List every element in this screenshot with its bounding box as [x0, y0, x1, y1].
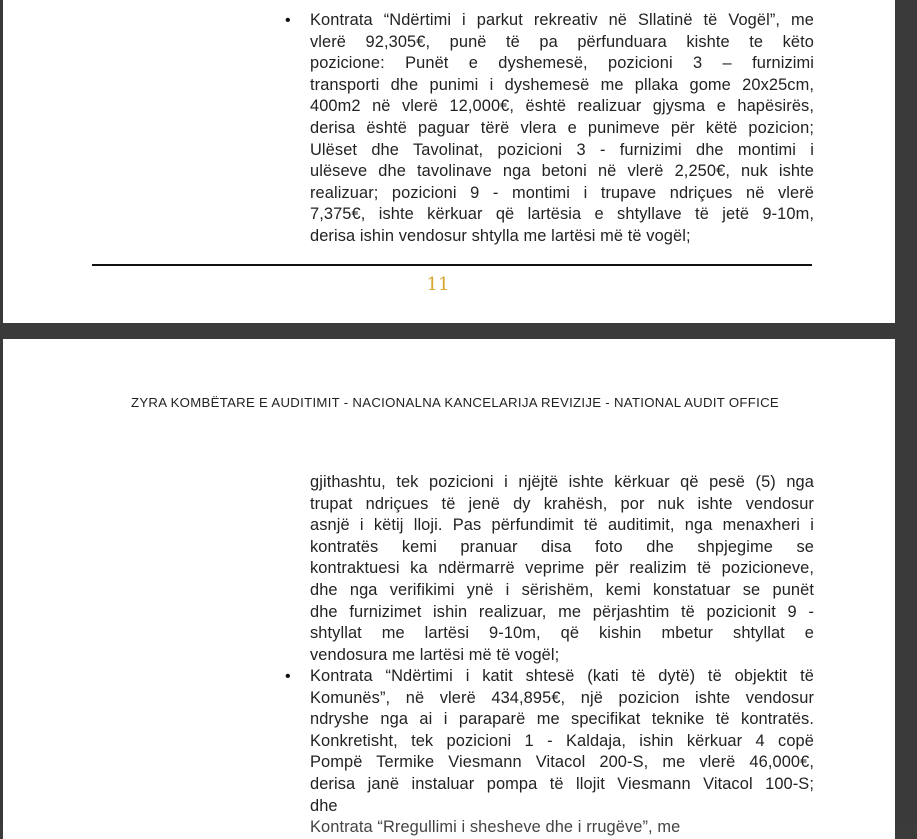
text-line: pozicione: Punët e dyshemesë, pozicioni 3 – furnizimi — [310, 54, 814, 73]
text-line: Ulëset dhe Tavolinat, pozicioni 3 - furnizimi dhe montimi i — [310, 140, 814, 159]
bullet-marker: • — [285, 12, 291, 29]
page-header: ZYRA KOMBËTARE E AUDITIMIT - NACIONALNA KANCELARIJA REVIZIJE - NATIONAL AUDIT OFFICE — [130, 395, 780, 410]
text-line: dhe — [310, 796, 338, 815]
text-line: Komunës”, në vlerë 434,895€, një pozicion ishte vendosur — [310, 688, 814, 707]
text-line: Kontrata “Ndërtimi i parkut rekreativ në Sllatinë të Vogël”, me — [310, 11, 814, 29]
text-line: dhe furnizimet ishin realizuar, me përjashtim të pozicionit 9 - — [310, 602, 814, 621]
text-line: vendosura me lartësi më të vogël; — [310, 645, 560, 664]
text-line: 7,375€, ishte kërkuar që lartësia e shtyllave të jetë 9-10m, — [310, 205, 814, 224]
text-line: vlerë 92,305€, punë të pa përfunduara kishte te këto — [310, 32, 814, 51]
text-line: Konkretisht, tek pozicioni 1 - Kaldaja, ishin kërkuar 4 copë — [310, 731, 814, 750]
text-line: asnjë i këtij lloji. Pas përfundimit të auditimit, nga menaxheri i — [310, 516, 814, 535]
bullet-paragraph-park-contract — [310, 10, 814, 248]
page-number: 11 — [426, 274, 450, 295]
text-line: ndryshe nga ai i paraparë me specifikat teknike të kontratës. — [310, 710, 814, 729]
text-line: shtyllat me lartësi 9-10m, që kishin mbetur shtyllat e — [310, 624, 814, 643]
text-line: 400m2 në vlerë 12,000€, është realizuar gjysma e hapësirës, — [310, 97, 814, 116]
bullet-marker: • — [285, 668, 291, 685]
text-line: Kontrata “Ndërtimi i katit shtesë (kati të dytë) të objektit të — [310, 667, 814, 685]
text-line: kontratës kemi pranuar disa foto dhe shpjegime se — [310, 537, 814, 556]
document-page-12 — [3, 339, 895, 839]
text-line: derisa ishin vendosur shtylla me lartësi më të vogël; — [310, 226, 691, 245]
text-line: derisa janë instaluar pompa të llojit Viesmann Vitacol 100-S; — [310, 774, 814, 793]
text-line: dhe nga verifikimi ynë i sërishëm, kemi konstatuar se punët — [310, 580, 814, 599]
bullet-paragraph-municipality-contract — [310, 666, 814, 839]
text-line: gjithashtu, tek pozicioni i njëjtë ishte kërkuar që pesë (5) nga — [310, 473, 814, 491]
text-line-partial: Kontrata “Rregullimi i shesheve dhe i rrugëve”, me — [310, 818, 681, 837]
continuation-paragraph — [310, 472, 814, 666]
text-line: trupat ndriçues të jenë dy krahësh, por nuk ishte vendosur — [310, 494, 814, 513]
text-line: transporti dhe punimi i dyshemesë me pllaka gome 20x25cm, — [310, 75, 814, 94]
text-line: Pompë Termike Viesmann Vitacol 200-S, me vlerë 46,000€, — [310, 753, 814, 772]
text-line: kontraktuesi ka ndërmarrë veprime për realizim të pozicioneve, — [310, 559, 814, 578]
text-line: derisa është paguar tërë vlera e punimeve për këtë pozicion; — [310, 118, 814, 137]
cutoff-previous-line — [310, 0, 425, 3]
text-line: ulëseve dhe tavolinave nga betoni në vlerë 2,250€, nuk ishte — [310, 162, 814, 181]
text-line: realizuar; pozicioni 9 - montimi i trupave ndriçues në vlerë — [310, 183, 814, 202]
footer-rule — [92, 264, 812, 266]
document-page-11 — [3, 0, 895, 323]
